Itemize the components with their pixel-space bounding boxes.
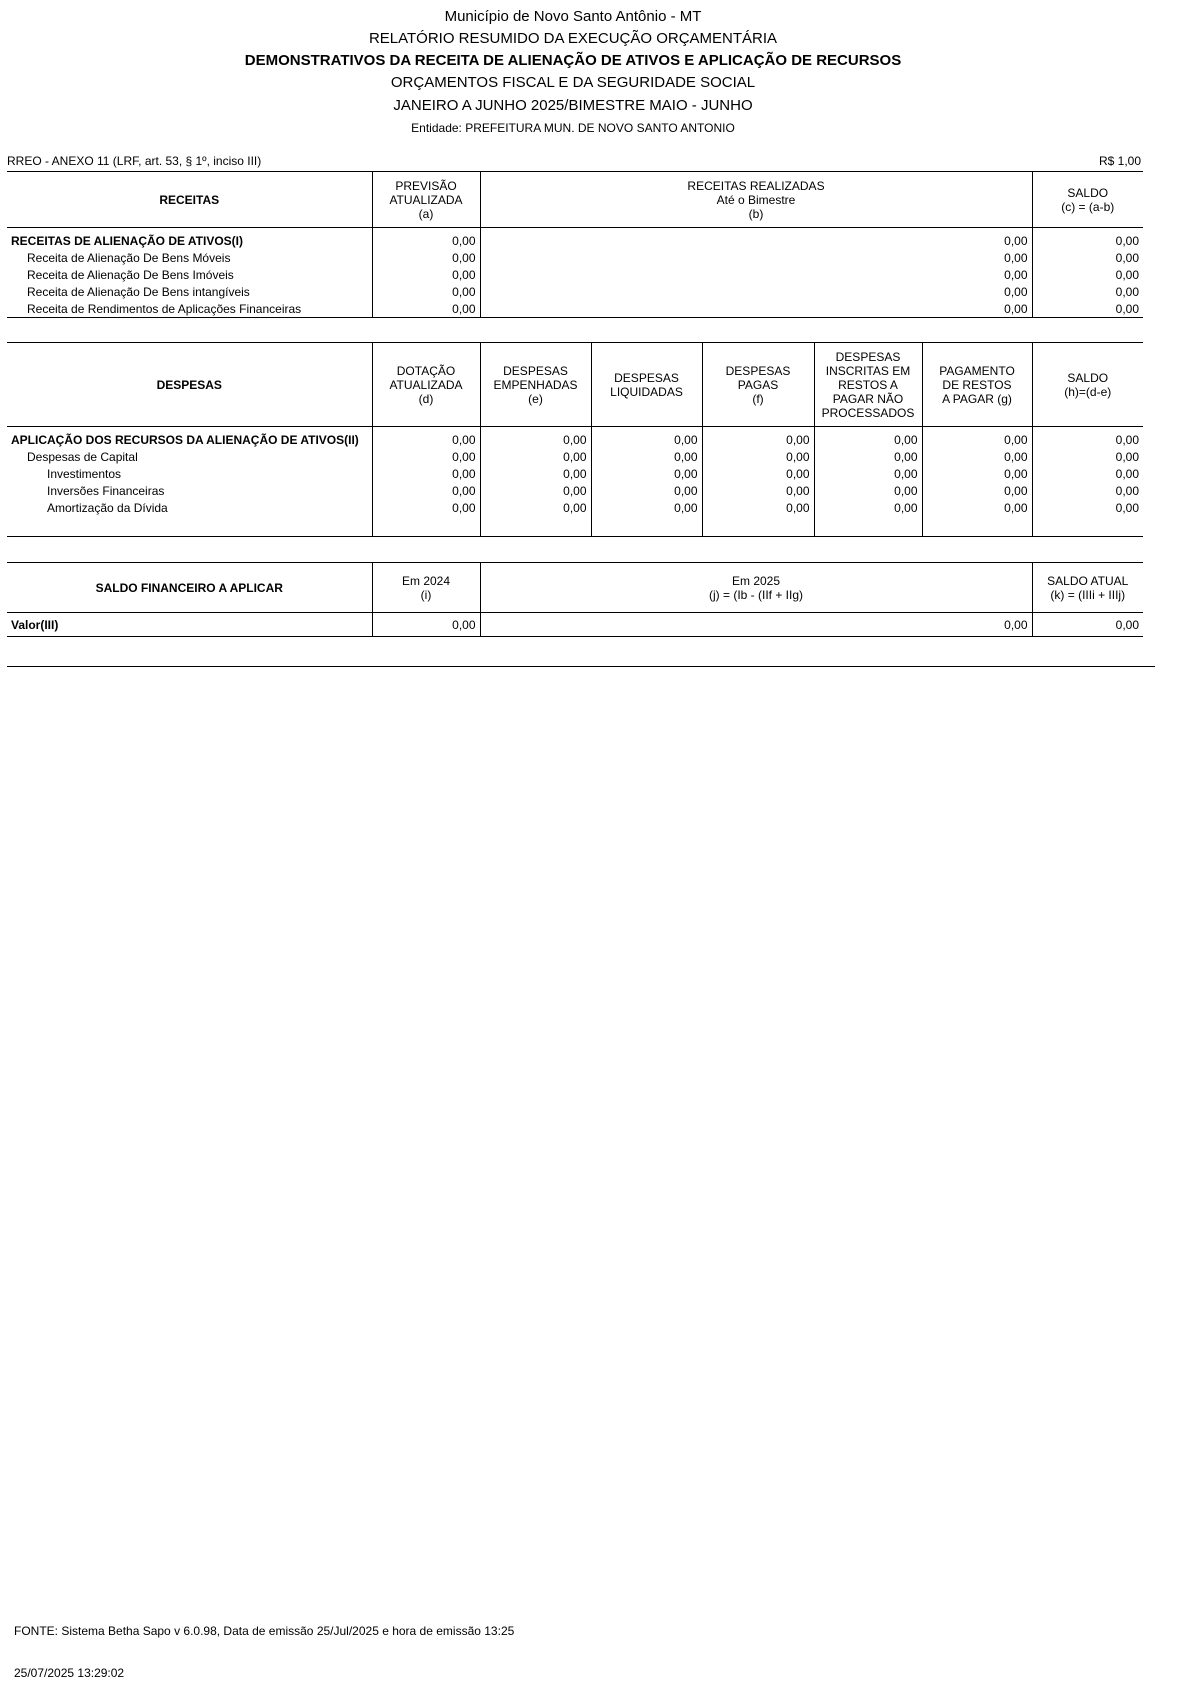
cell-e: 0,00 — [480, 431, 591, 448]
cell-rp: 0,00 — [814, 431, 922, 448]
cell-h: 0,00 — [1032, 431, 1143, 448]
revenue-balance-header: SALDO (c) = (a-b) — [1032, 172, 1143, 228]
cell-g: 0,00 — [922, 448, 1032, 465]
balance-header-row — [7, 563, 1143, 613]
payables-payment-header: PAGAMENTO DE RESTOS A PAGAR (g) — [922, 343, 1032, 427]
table-row — [7, 448, 1143, 465]
cell-d: 0,00 — [372, 482, 480, 499]
cell-liq: 0,00 — [591, 465, 702, 482]
cell-b: 0,00 — [480, 249, 1032, 266]
revenues-table — [7, 171, 1143, 318]
cell-e: 0,00 — [480, 499, 591, 516]
cell-c: 0,00 — [1032, 249, 1143, 266]
revenues-label-header: RECEITAS — [7, 172, 372, 228]
balance-label-header: SALDO FINANCEIRO A APLICAR — [7, 563, 372, 613]
paid-header: DESPESAS PAGAS (f) — [702, 343, 814, 427]
annex-label: RREO - ANEXO 11 (LRF, art. 53, § 1º, inciso III) — [7, 154, 262, 168]
cell-f: 0,00 — [702, 482, 814, 499]
cell-c: 0,00 — [1032, 283, 1143, 300]
cell-f: 0,00 — [702, 499, 814, 516]
expense-balance-header: SALDO (h)=(d-e) — [1032, 343, 1143, 427]
row-label: Despesas de Capital — [27, 449, 138, 464]
section-divider — [7, 666, 1155, 667]
cell-f: 0,00 — [702, 431, 814, 448]
cell-c: 0,00 — [1032, 266, 1143, 283]
cell-a: 0,00 — [372, 266, 480, 283]
period-subtitle: JANEIRO A JUNHO 2025/BIMESTRE MAIO - JUNHO — [393, 97, 753, 114]
cell-e: 0,00 — [480, 448, 591, 465]
balance-table — [7, 562, 1143, 637]
realized-header: RECEITAS REALIZADAS Até o Bimestre (b) — [480, 172, 1032, 228]
liquidated-header: DESPESAS LIQUIDADAS — [591, 343, 702, 427]
cell-h: 0,00 — [1032, 499, 1143, 516]
cell-d: 0,00 — [372, 431, 480, 448]
cell-rp: 0,00 — [814, 465, 922, 482]
cell-d: 0,00 — [372, 448, 480, 465]
cell-a: 0,00 — [372, 300, 480, 318]
table-row — [7, 300, 1143, 318]
allocation-header: DOTAÇÃO ATUALIZADA (d) — [372, 343, 480, 427]
table-row — [7, 283, 1143, 300]
table-row — [7, 232, 1143, 249]
year-2024-header: Em 2024 (i) — [372, 563, 480, 613]
currency-unit: R$ 1,00 — [1098, 154, 1141, 168]
cell-d: 0,00 — [372, 499, 480, 516]
demonstrative-title: DEMONSTRATIVOS DA RECEITA DE ALIENAÇÃO DE ATIVOS E APLICAÇÃO DE RECURSOS — [244, 52, 902, 69]
cell-h: 0,00 — [1032, 448, 1143, 465]
cell-e: 0,00 — [480, 482, 591, 499]
cell-e: 0,00 — [480, 465, 591, 482]
cell-liq: 0,00 — [591, 482, 702, 499]
row-label: Valor(III) — [7, 613, 372, 637]
row-label: Amortização da Dívida — [47, 500, 168, 515]
cell-a: 0,00 — [372, 283, 480, 300]
cell-liq: 0,00 — [591, 499, 702, 516]
row-label: Receita de Rendimentos de Aplicações Financeiras — [7, 300, 372, 318]
cell-rp: 0,00 — [814, 482, 922, 499]
table-row — [7, 431, 1143, 448]
cell-b: 0,00 — [480, 283, 1032, 300]
cell-g: 0,00 — [922, 431, 1032, 448]
cell-liq: 0,00 — [591, 431, 702, 448]
cell-g: 0,00 — [922, 482, 1032, 499]
cell-j: 0,00 — [480, 613, 1032, 637]
report-title: RELATÓRIO RESUMIDO DA EXECUÇÃO ORÇAMENTÁRIA — [368, 30, 778, 47]
budgets-subtitle: ORÇAMENTOS FISCAL E DA SEGURIDADE SOCIAL — [390, 74, 756, 91]
cell-k: 0,00 — [1032, 613, 1143, 637]
cell-a: 0,00 — [372, 232, 480, 249]
cell-c: 0,00 — [1032, 300, 1143, 318]
table-row — [7, 482, 1143, 499]
cell-rp: 0,00 — [814, 448, 922, 465]
cell-a: 0,00 — [372, 249, 480, 266]
year-2025-header: Em 2025 (j) = (Ib - (IIf + IIg) — [480, 563, 1032, 613]
cell-i: 0,00 — [372, 613, 480, 637]
cell-b: 0,00 — [480, 266, 1032, 283]
table-row — [7, 613, 1143, 637]
source-note: FONTE: Sistema Betha Sapo v 6.0.98, Data de emissão 25/Jul/2025 e hora de emissão 13:25 — [14, 1624, 515, 1638]
cell-b: 0,00 — [480, 232, 1032, 249]
cell-h: 0,00 — [1032, 465, 1143, 482]
row-label: Receita de Alienação De Bens Móveis — [27, 250, 231, 265]
cell-d: 0,00 — [372, 465, 480, 482]
committed-header: DESPESAS EMPENHADAS (e) — [480, 343, 591, 427]
unprocessed-payables-header: DESPESAS INSCRITAS EM RESTOS A PAGAR NÃO PROCESSADOS — [814, 343, 922, 427]
table-row — [7, 266, 1143, 283]
current-balance-header: SALDO ATUAL (k) = (IIIi + IIIj) — [1032, 563, 1143, 613]
row-label: Inversões Financeiras — [47, 483, 165, 498]
cell-liq: 0,00 — [591, 448, 702, 465]
cell-rp: 0,00 — [814, 499, 922, 516]
cell-c: 0,00 — [1032, 232, 1143, 249]
expenses-header-row — [7, 343, 1143, 427]
municipality-title: Município de Novo Santo Antônio - MT — [444, 8, 702, 25]
row-label: RECEITAS DE ALIENAÇÃO DE ATIVOS(I) — [11, 233, 244, 248]
cell-h: 0,00 — [1032, 482, 1143, 499]
table-row — [7, 249, 1143, 266]
cell-f: 0,00 — [702, 465, 814, 482]
cell-b: 0,00 — [480, 300, 1032, 318]
cell-g: 0,00 — [922, 499, 1032, 516]
expenses-table — [7, 342, 1143, 537]
row-label: Receita de Alienação De Bens Imóveis — [27, 267, 234, 282]
row-label: Investimentos — [47, 466, 122, 481]
print-timestamp: 25/07/2025 13:29:02 — [14, 1666, 125, 1680]
revenues-header-row — [7, 172, 1143, 228]
expenses-label-header: DESPESAS — [7, 343, 372, 427]
cell-f: 0,00 — [702, 448, 814, 465]
table-row — [7, 465, 1143, 482]
forecast-header: PREVISÃO ATUALIZADA (a) — [372, 172, 480, 228]
entity-label: Entidade: PREFEITURA MUN. DE NOVO SANTO ANTONIO — [411, 121, 735, 135]
cell-g: 0,00 — [922, 465, 1032, 482]
table-row — [7, 499, 1143, 516]
row-label: Receita de Alienação De Bens intangíveis — [27, 284, 250, 299]
row-label: APLICAÇÃO DOS RECURSOS DA ALIENAÇÃO DE ATIVOS(II) — [11, 432, 359, 447]
